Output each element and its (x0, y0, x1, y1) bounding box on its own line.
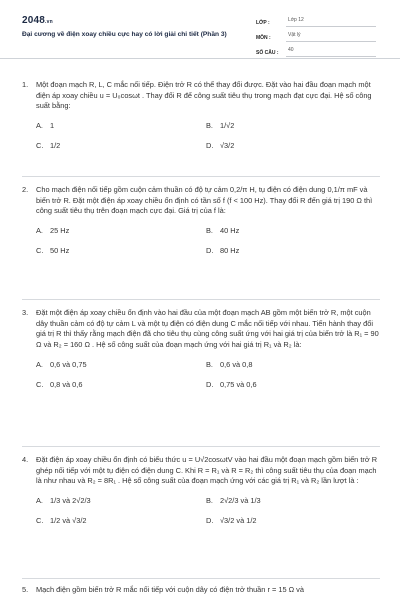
question-divider (22, 176, 380, 177)
option-a[interactable]: A. 0,6 và 0,75 (36, 359, 87, 369)
option-a[interactable]: A. 1 (36, 121, 55, 131)
page-title: Đại cương về điện xoay chiều cực hay có lời giải chi tiết (Phần 3) (22, 31, 227, 38)
question-text: Một đoạn mạch R, L, C mắc nối tiếp. Điện trở R có thể thay đổi được. Đặt vào hai đầu đoạn mạch một điện áp xoay chiều u = U₀cosωt . Thay đổi R để công suất tiêu thụ trong mạch đạt cực đại. Hệ số công suất bằng: (36, 80, 372, 111)
options (36, 121, 382, 151)
options (36, 226, 382, 256)
option-d[interactable]: D. √3/2 và 1/2 (206, 515, 257, 525)
question-text: Cho mạch điện nối tiếp gồm cuộn cảm thuần có độ tự cảm 0,2/π H, tụ điện có điện dung 0,1/π mF và biến trở R. Đặt một điện áp xoay chiều ổn định có tần số f (f < 100 Hz). Thay đổi R đến giá trị 190 Ω thì công suất tiêu thụ trên đoạn mạch cực đại. Giá trị của f là: (36, 185, 373, 216)
question-divider (22, 578, 380, 579)
option-a[interactable]: A. 25 Hz (36, 226, 70, 236)
meta-label: SỐ CÂU : (256, 49, 279, 56)
question-number: 4. (22, 455, 29, 464)
site-logo[interactable]: 2048.vn (22, 15, 53, 26)
option-a[interactable]: A. 1/3 và 2√2/3 (36, 496, 91, 506)
option-b[interactable]: B. 1/√2 (206, 121, 235, 131)
meta-value: Vật lý (286, 32, 376, 42)
meta-row-class (256, 16, 376, 27)
question-number: 5. (22, 585, 29, 594)
question-number: 2. (22, 185, 29, 194)
meta-panel (256, 16, 376, 61)
option-c[interactable]: C. 0,8 và 0,6 (36, 379, 83, 389)
option-b[interactable]: B. 0,6 và 0,8 (206, 359, 253, 369)
question-number: 3. (22, 308, 29, 317)
meta-row-subject (256, 31, 376, 42)
question-text: Mạch điện gồm biến trở R mắc nối tiếp với cuộn dây có điện trở thuần r = 15 Ω và (36, 585, 304, 594)
question-divider (22, 299, 380, 300)
option-d[interactable]: D. 80 Hz (206, 245, 240, 255)
question-2 (22, 185, 382, 257)
options (36, 360, 382, 390)
option-d[interactable]: D. 0,75 và 0,6 (206, 379, 257, 389)
option-c[interactable]: C. 50 Hz (36, 245, 70, 255)
option-c[interactable]: C. 1/2 (36, 140, 61, 150)
meta-value: 40 (286, 47, 376, 57)
meta-row-count (256, 46, 376, 57)
question-3 (22, 308, 382, 390)
option-d[interactable]: D. √3/2 (206, 140, 235, 150)
question-5 (22, 585, 382, 596)
option-c[interactable]: C. 1/2 và √3/2 (36, 515, 87, 525)
options (36, 496, 382, 526)
meta-value: Lớp 12 (286, 17, 376, 27)
question-text: Đặt điện áp xoay chiều ổn định có biểu thức u = U√2cosωtV vào hai đầu một đoạn mạch gồm biến trở R ghép nối tiếp với một tụ điện có điện dung C. Khi R = R₁ và R = R₂ thì công suất tiêu thụ của đoạn mạch là như nhau và R₂ = 8R₁ . Hệ số công suất của đoạn mạch ứng với các giá trị R₁ và R₂ lần lượt là : (36, 455, 378, 486)
meta-label: MÔN : (256, 34, 271, 41)
question-text: Đặt một điện áp xoay chiều ổn định vào hai đầu của một đoạn mạch AB gồm một biến trở R, một cuộn dây thuần cảm có độ tự cảm L và một tụ điện có điện dung C mắc nối tiếp với nhau. Tiến hành thay đổi giá trị R thì thấy rằng mạch điện đã cho tiêu thụ cùng công suất ứng với hai giá trị của biến trở là R₁ = 90 Ω và R₂ = 160 Ω . Hệ số công suất của đoạn mạch ứng với hai giá trị R₁ và R₂ là: (36, 308, 379, 350)
page-header (0, 0, 400, 59)
question-divider (22, 446, 380, 447)
question-number: 1. (22, 80, 29, 89)
question-1 (22, 80, 382, 152)
option-b[interactable]: B. 2√2/3 và 1/3 (206, 496, 261, 506)
question-4 (22, 455, 382, 527)
option-b[interactable]: B. 40 Hz (206, 226, 240, 236)
meta-label: LỚP : (256, 19, 270, 26)
